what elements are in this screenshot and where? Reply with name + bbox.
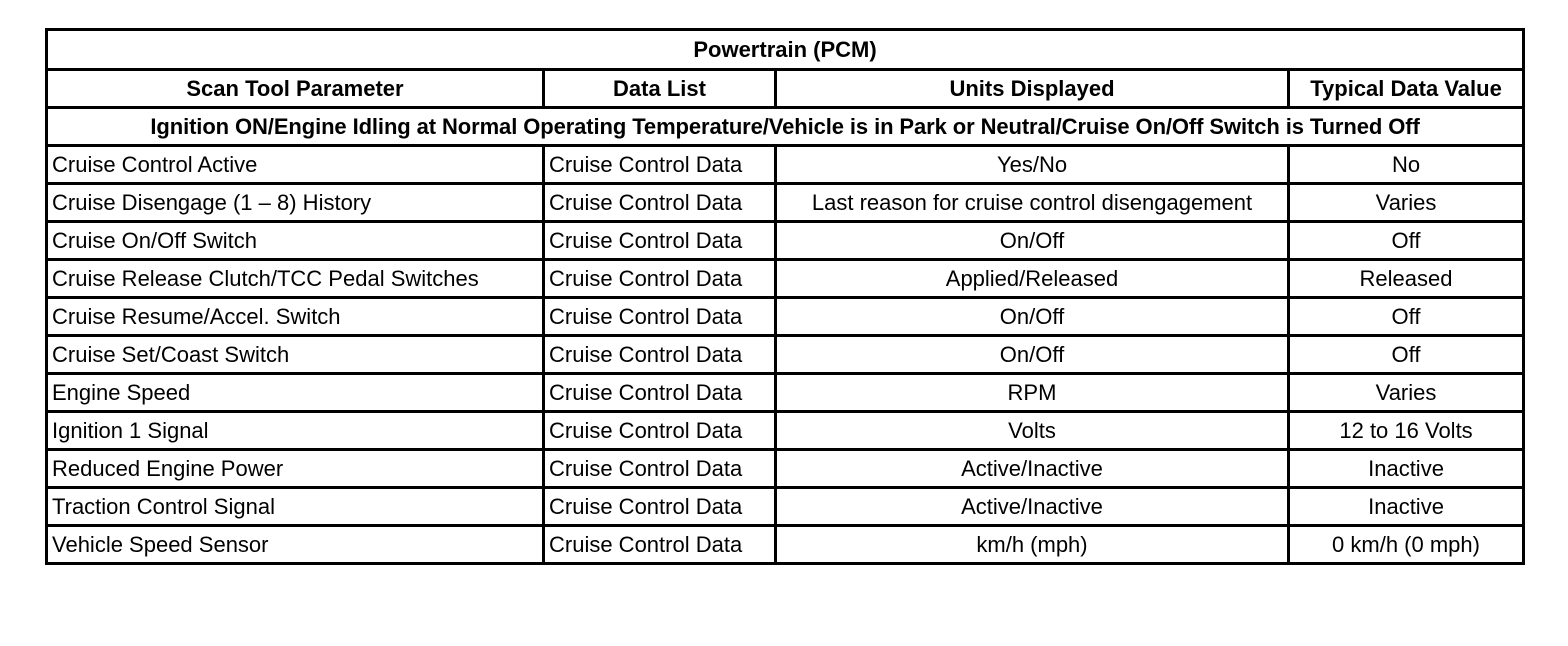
data-list-cell: Cruise Control Data [544,450,776,488]
units-cell: On/Off [776,222,1289,260]
header-data-list: Data List [544,70,776,108]
data-list-cell: Cruise Control Data [544,260,776,298]
data-list-cell: Cruise Control Data [544,336,776,374]
table-row [47,450,1524,488]
typical-value-cell: No [1289,146,1524,184]
parameter-cell: Cruise Control Active [47,146,544,184]
parameter-cell: Cruise Resume/Accel. Switch [47,298,544,336]
units-cell: Active/Inactive [776,450,1289,488]
typical-value-cell: Varies [1289,184,1524,222]
units-cell: Applied/Released [776,260,1289,298]
table-row [47,488,1524,526]
table-body [47,146,1524,564]
data-list-cell: Cruise Control Data [544,526,776,564]
parameter-cell: Cruise On/Off Switch [47,222,544,260]
parameter-cell: Vehicle Speed Sensor [47,526,544,564]
typical-value-cell: 0 km/h (0 mph) [1289,526,1524,564]
units-cell: Yes/No [776,146,1289,184]
units-cell: On/Off [776,298,1289,336]
typical-value-cell: Varies [1289,374,1524,412]
parameter-cell: Reduced Engine Power [47,450,544,488]
typical-value-cell: 12 to 16 Volts [1289,412,1524,450]
parameter-cell: Traction Control Signal [47,488,544,526]
table-title: Powertrain (PCM) [47,30,1524,70]
parameter-cell: Engine Speed [47,374,544,412]
condition-row [47,108,1524,146]
units-cell: Last reason for cruise control disengagement [776,184,1289,222]
table-row [47,412,1524,450]
table-row [47,184,1524,222]
data-list-cell: Cruise Control Data [544,374,776,412]
typical-value-cell: Inactive [1289,450,1524,488]
table-row [47,222,1524,260]
table-row [47,526,1524,564]
units-cell: Volts [776,412,1289,450]
typical-value-cell: Off [1289,298,1524,336]
data-list-cell: Cruise Control Data [544,146,776,184]
data-list-cell: Cruise Control Data [544,222,776,260]
table-title-row [47,30,1524,70]
data-list-cell: Cruise Control Data [544,412,776,450]
header-units-displayed: Units Displayed [776,70,1289,108]
table-row [47,374,1524,412]
units-cell: Active/Inactive [776,488,1289,526]
units-cell: RPM [776,374,1289,412]
scan-tool-data-table [45,28,1525,565]
table-row [47,336,1524,374]
table-row [47,298,1524,336]
data-list-cell: Cruise Control Data [544,298,776,336]
units-cell: km/h (mph) [776,526,1289,564]
table-row [47,146,1524,184]
parameter-cell: Cruise Release Clutch/TCC Pedal Switches [47,260,544,298]
typical-value-cell: Inactive [1289,488,1524,526]
units-cell: On/Off [776,336,1289,374]
data-list-cell: Cruise Control Data [544,184,776,222]
table-header-row [47,70,1524,108]
test-condition: Ignition ON/Engine Idling at Normal Operating Temperature/Vehicle is in Park or Neutral/Cruise On/Off Switch is Turned Off [47,108,1524,146]
typical-value-cell: Released [1289,260,1524,298]
typical-value-cell: Off [1289,336,1524,374]
parameter-cell: Cruise Set/Coast Switch [47,336,544,374]
typical-value-cell: Off [1289,222,1524,260]
parameter-cell: Ignition 1 Signal [47,412,544,450]
data-list-cell: Cruise Control Data [544,488,776,526]
parameter-cell: Cruise Disengage (1 – 8) History [47,184,544,222]
header-typical-data-value: Typical Data Value [1289,70,1524,108]
header-scan-tool-parameter: Scan Tool Parameter [47,70,544,108]
table-row [47,260,1524,298]
